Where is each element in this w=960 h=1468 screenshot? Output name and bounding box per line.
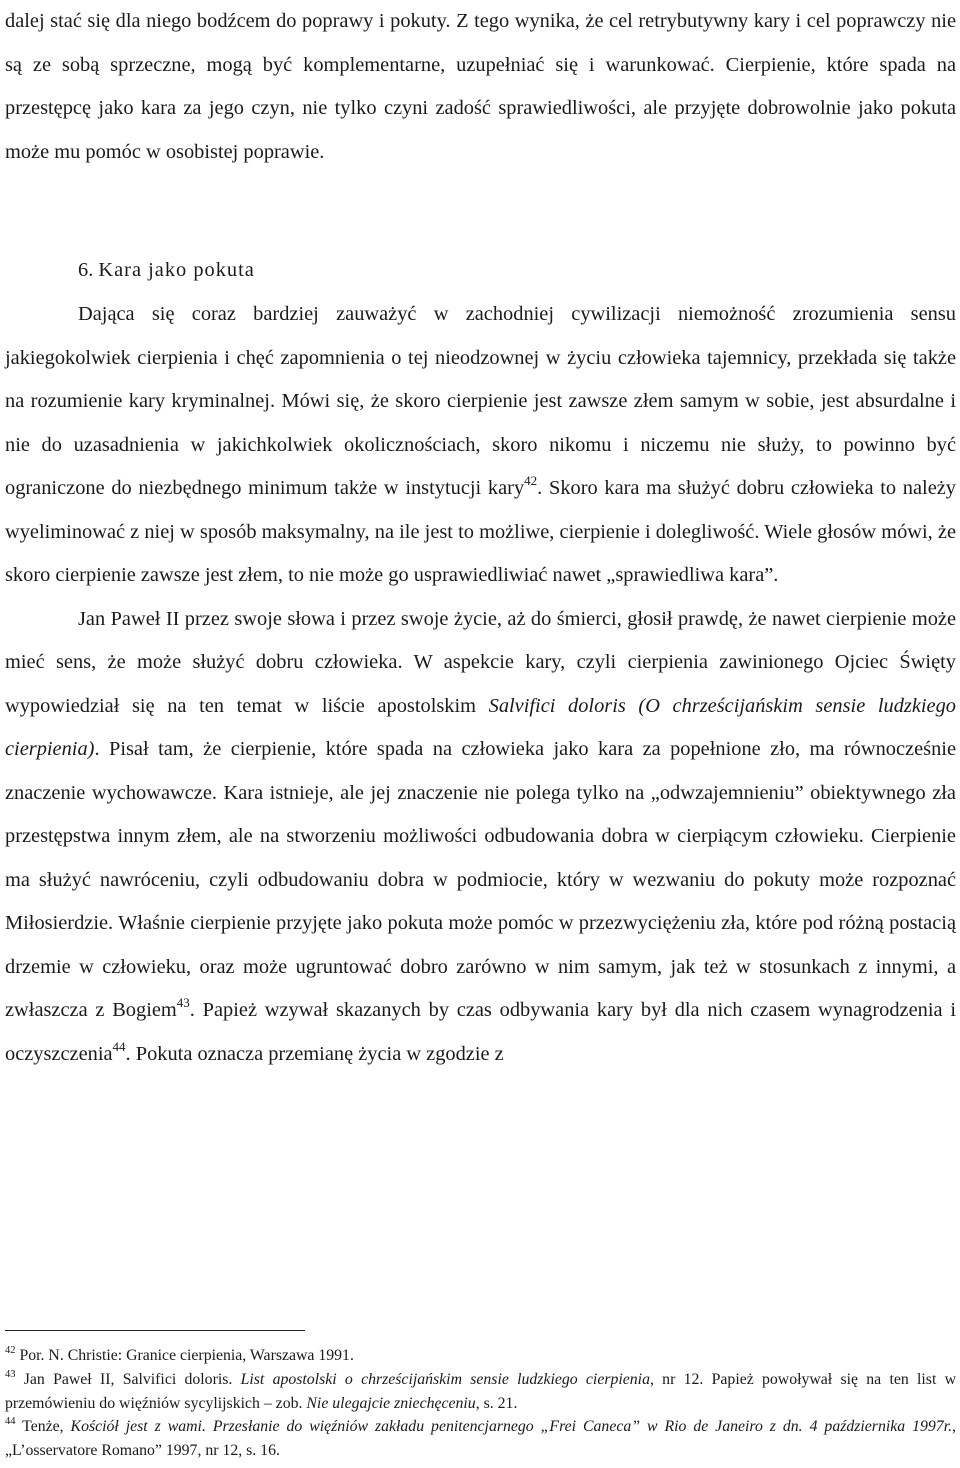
- section-heading: [78, 249, 255, 293]
- footnote-42-text: Por. N. Christie: Granice cierpienia, Warszawa 1991.: [15, 1347, 354, 1364]
- footnote-43-part-2: , nr 12. Papież powoływał się na ten list w przemówieniu do więźniów sycylijskich – zob.: [5, 1371, 957, 1413]
- footnote-42: [5, 1345, 956, 1369]
- paragraph-3-part-4: . Pokuta oznacza przemianę życia w zgodzie z: [125, 1042, 504, 1065]
- footnote-43: [5, 1369, 956, 1415]
- paragraph-3-part-2: . Pisał tam, że cierpienie, które spada na człowieka jako kara za popełnione zło, ma równocześnie znaczenie wychowawcze. Kara istnieje, ale jej znaczenie nie polega tylko na „odwzajemnieniu” obiektywnego zła przestępstwa innym złem, ale na stworzeniu możliwości odbudowania dobra w cierpiącym człowieku. Cierpienie ma służyć nawróceniu, czyli odbudowaniu dobra w podmiocie, który w wezwaniu do pokuty może rozpoznać Miłosierdzie. Właśnie cierpienie przyjęte jako pokuta może pomóc w przezwyciężeniu zła, które pod różną postacią drzemie w człowieku, oraz może ugruntować dobro zarówno w nim samym, jak też w stosunkach z innymi, a zwłaszcza z Bogiem: [5, 738, 956, 1021]
- footnote-44-part-2: , „L’osservatore Romano” 1997, nr 12, s. 16.: [5, 1417, 956, 1459]
- footnote-43-part-1: Jan Paweł II, Salvifici doloris.: [15, 1371, 241, 1389]
- top-paragraph: [5, 0, 956, 174]
- paragraph-2-part-1: Dająca się coraz bardziej zauważyć w zachodniej cywilizacji niemożność zrozumienia sensu jakiegokolwiek cierpienia i chęć zapomnienia o tej nieodzownej w życiu człowieka tajemnicy, przekłada się także na rozumienie kary kryminalnej. Mówi się, że skoro cierpienie jest zawsze złem samym w sobie, jest absurdalne i nie do uzasadnienia w jakichkolwiek okolicznościach, skoro nikomu i niczemu nie służy, to powinno być ograniczone do niezbędnego minimum także w instytucji kary: [5, 303, 956, 499]
- paragraph-3-part-3: . Papież wzywał skazanych by czas odbywania kary był dla nich czasem wynagrodzenia i oczyszczenia: [5, 999, 956, 1065]
- footnote-44-number: 44: [5, 1415, 16, 1427]
- footnote-44: [5, 1416, 956, 1462]
- footnote-ref-44[interactable]: 44: [112, 1038, 126, 1054]
- footnote-ref-43[interactable]: 43: [176, 995, 190, 1010]
- section-title: Kara jako pokuta: [98, 259, 255, 281]
- footnote-44-italic-1: Kościół jest z wami. Przesłanie do więźniów zakładu penitencjarnego „Frei Caneca” w Rio de Janeiro z dn. 4 października 1997r.: [70, 1417, 953, 1435]
- top-paragraph-text: dalej stać się dla niego bodźcem do poprawy i pokuty. Z tego wynika, że cel retrybutywny kary i cel poprawczy nie są ze sobą sprzeczne, mogą być komplementarne, uzupełniać się i warunkować. Cierpienie, które spada na przestępcę jako kara za jego czyn, nie tylko czyni zadość sprawiedliwości, ale przyjęte dobrowolnie jako pokuta może mu pomóc w osobistej poprawie.: [5, 10, 956, 163]
- paragraph-3: [5, 598, 956, 1077]
- paragraph-2-part-2: . Skoro kara ma służyć dobru człowieka to należy wyeliminować z niej w sposób maksymalny, na ile jest to możliwe, cierpienie i dolegliwość. Wiele głosów mówi, że skoro cierpienie zawsze jest złem, to nie może go usprawiedliwiać nawet „sprawiedliwa kara”.: [5, 477, 956, 586]
- encyclical-title: Salvifici doloris (O chrześcijańskim sensie ludzkiego cierpienia): [5, 694, 956, 760]
- paragraph-2: [5, 293, 956, 598]
- body-paragraphs: [5, 293, 956, 1076]
- footnote-43-italic-1: List apostolski o chrześcijańskim sensie ludzkiego cierpienia: [240, 1371, 650, 1389]
- footnote-43-number: 43: [5, 1369, 16, 1381]
- footnote-ref-42[interactable]: 42: [524, 473, 538, 488]
- paragraph-3-part-1: Jan Paweł II przez swoje słowa i przez swoje życie, aż do śmierci, głosił prawdę, że nawet cierpienie może mieć sens, że może służyć dobru człowieka. W aspekcie kary, czyli cierpienia zawinionego Ojciec Święty wypowiedział się na ten temat w liście apostolskim: [5, 607, 956, 717]
- section-number: 6.: [78, 259, 94, 281]
- footnote-43-part-3: , s. 21.: [475, 1395, 518, 1413]
- footnotes: [5, 1345, 956, 1462]
- footnote-42-number: 42: [5, 1345, 16, 1356]
- footnote-43-italic-2: Nie ulegajcie zniechęceniu: [306, 1395, 476, 1413]
- footnote-separator: [5, 1330, 305, 1331]
- footnote-44-part-1: Tenże,: [15, 1417, 71, 1435]
